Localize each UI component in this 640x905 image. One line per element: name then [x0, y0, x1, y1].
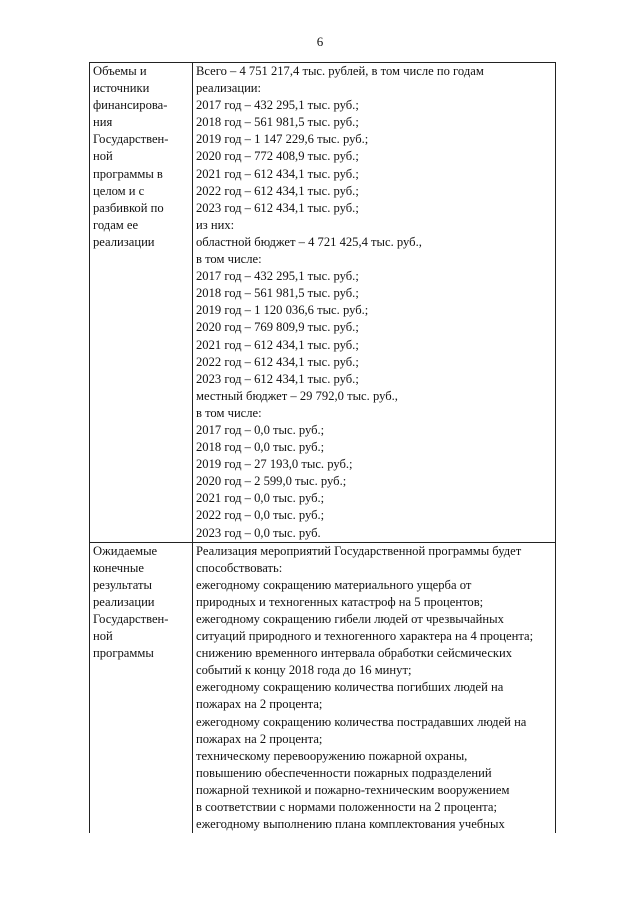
row-value-line: 2020 год – 2 599,0 тыс. руб.; — [196, 474, 347, 489]
row-label-line: источники — [93, 81, 150, 96]
row-label-line: разбивкой по — [93, 200, 164, 215]
row-value-line: событий к концу 2018 года до 16 минут; — [196, 663, 412, 678]
row-value-line: ежегодному сокращению количества пострадавших людей на — [196, 714, 527, 729]
row-label-line: ния — [93, 115, 113, 130]
row-value-line: 2019 год – 27 193,0 тыс. руб.; — [196, 457, 353, 472]
row-value-line: местный бюджет – 29 792,0 тыс. руб., — [196, 388, 398, 403]
row-value-line: природных и техногенных катастроф на 5 процентов; — [196, 594, 484, 609]
row-label-line: Объемы и — [93, 64, 147, 78]
row-value-cell — [193, 542, 556, 833]
row-label-line: ной — [93, 629, 113, 644]
row-value-line: техническому перевооружению пожарной охраны, — [196, 748, 468, 763]
row-value-line: 2017 год – 0,0 тыс. руб.; — [196, 422, 325, 437]
row-value-line: реализации: — [196, 81, 262, 96]
row-value-line: 2017 год – 432 295,1 тыс. руб.; — [196, 98, 359, 113]
row-label-line: результаты — [93, 577, 152, 592]
row-value-line: 2021 год – 612 434,1 тыс. руб.; — [196, 166, 359, 181]
row-label-line: Государствен- — [93, 132, 169, 147]
row-value-line: 2018 год – 0,0 тыс. руб.; — [196, 440, 325, 455]
row-value-line: 2019 год – 1 120 036,6 тыс. руб.; — [196, 303, 369, 318]
row-label-line: финансирова- — [93, 98, 168, 113]
table-row-financing — [90, 63, 556, 543]
row-value-line: 2023 год – 0,0 тыс. руб. — [196, 525, 321, 540]
row-value-line: ежегодному выполнению плана комплектования учебных — [196, 817, 505, 832]
row-label-cell — [90, 542, 193, 833]
row-value-line: Реализация мероприятий Государственной программы будет — [196, 543, 522, 558]
row-value-cell — [193, 63, 556, 543]
row-value-line: в соответствии с нормами положенности на 2 процента; — [196, 800, 498, 815]
row-value-line: 2021 год – 0,0 тыс. руб.; — [196, 491, 325, 506]
row-label-line: реализации — [93, 234, 155, 249]
row-value-line: снижению временного интервала обработки сейсмических — [196, 646, 513, 661]
row-label-line: программы в — [93, 166, 163, 181]
row-value-line: в том числе: — [196, 252, 262, 267]
row-value-line: 2022 год – 0,0 тыс. руб.; — [196, 508, 325, 523]
row-value-line: 2023 год – 612 434,1 тыс. руб.; — [196, 200, 359, 215]
row-label-cell — [90, 63, 193, 543]
row-value-line: областной бюджет – 4 721 425,4 тыс. руб., — [196, 234, 422, 249]
row-value-line: пожарах на 2 процента; — [196, 731, 323, 746]
row-value-line: 2023 год – 612 434,1 тыс. руб.; — [196, 371, 359, 386]
row-value-line: 2021 год – 612 434,1 тыс. руб.; — [196, 337, 359, 352]
row-value-line: ежегодному сокращению гибели людей от чрезвычайных — [196, 612, 504, 626]
row-value-line: 2022 год – 612 434,1 тыс. руб.; — [196, 183, 359, 198]
row-value-line: Всего – 4 751 217,4 тыс. рублей, в том числе по годам — [196, 64, 484, 78]
row-label-line: Государствен- — [93, 612, 169, 626]
row-value-line: 2019 год – 1 147 229,6 тыс. руб.; — [196, 132, 369, 147]
row-label-line: Ожидаемые — [93, 543, 158, 558]
row-value-line: в том числе: — [196, 405, 262, 420]
row-value-line: 2018 год – 561 981,5 тыс. руб.; — [196, 286, 359, 301]
row-value-line: 2018 год – 561 981,5 тыс. руб.; — [196, 115, 359, 130]
passport-table — [89, 62, 556, 833]
row-label-line: ной — [93, 149, 113, 164]
row-value-line: пожарной техникой и пожарно-техническим вооружением — [196, 782, 510, 797]
row-value-line: ежегодному сокращению количества погибших людей на — [196, 680, 504, 695]
row-value-line: 2017 год – 432 295,1 тыс. руб.; — [196, 269, 359, 284]
row-label-line: целом и с — [93, 183, 145, 198]
row-value-line: 2020 год – 772 408,9 тыс. руб.; — [196, 149, 359, 164]
row-label-line: конечные — [93, 560, 144, 575]
row-value-line: 2020 год – 769 809,9 тыс. руб.; — [196, 320, 359, 335]
row-label-line: реализации — [93, 594, 155, 609]
row-label-line: программы — [93, 646, 154, 661]
row-value-line: ситуаций природного и техногенного характера на 4 процента; — [196, 629, 534, 644]
row-value-line: пожарах на 2 процента; — [196, 697, 323, 712]
row-value-line: 2022 год – 612 434,1 тыс. руб.; — [196, 354, 359, 369]
table-row-expected-results — [90, 542, 556, 833]
row-value-line: способствовать: — [196, 560, 283, 575]
row-label-line: годам ее — [93, 217, 139, 232]
row-value-line: повышению обеспеченности пожарных подразделений — [196, 765, 492, 780]
row-value-line: ежегодному сокращению материального ущерба от — [196, 577, 472, 592]
row-value-line: из них: — [196, 217, 235, 232]
page-number: 6 — [316, 34, 324, 49]
